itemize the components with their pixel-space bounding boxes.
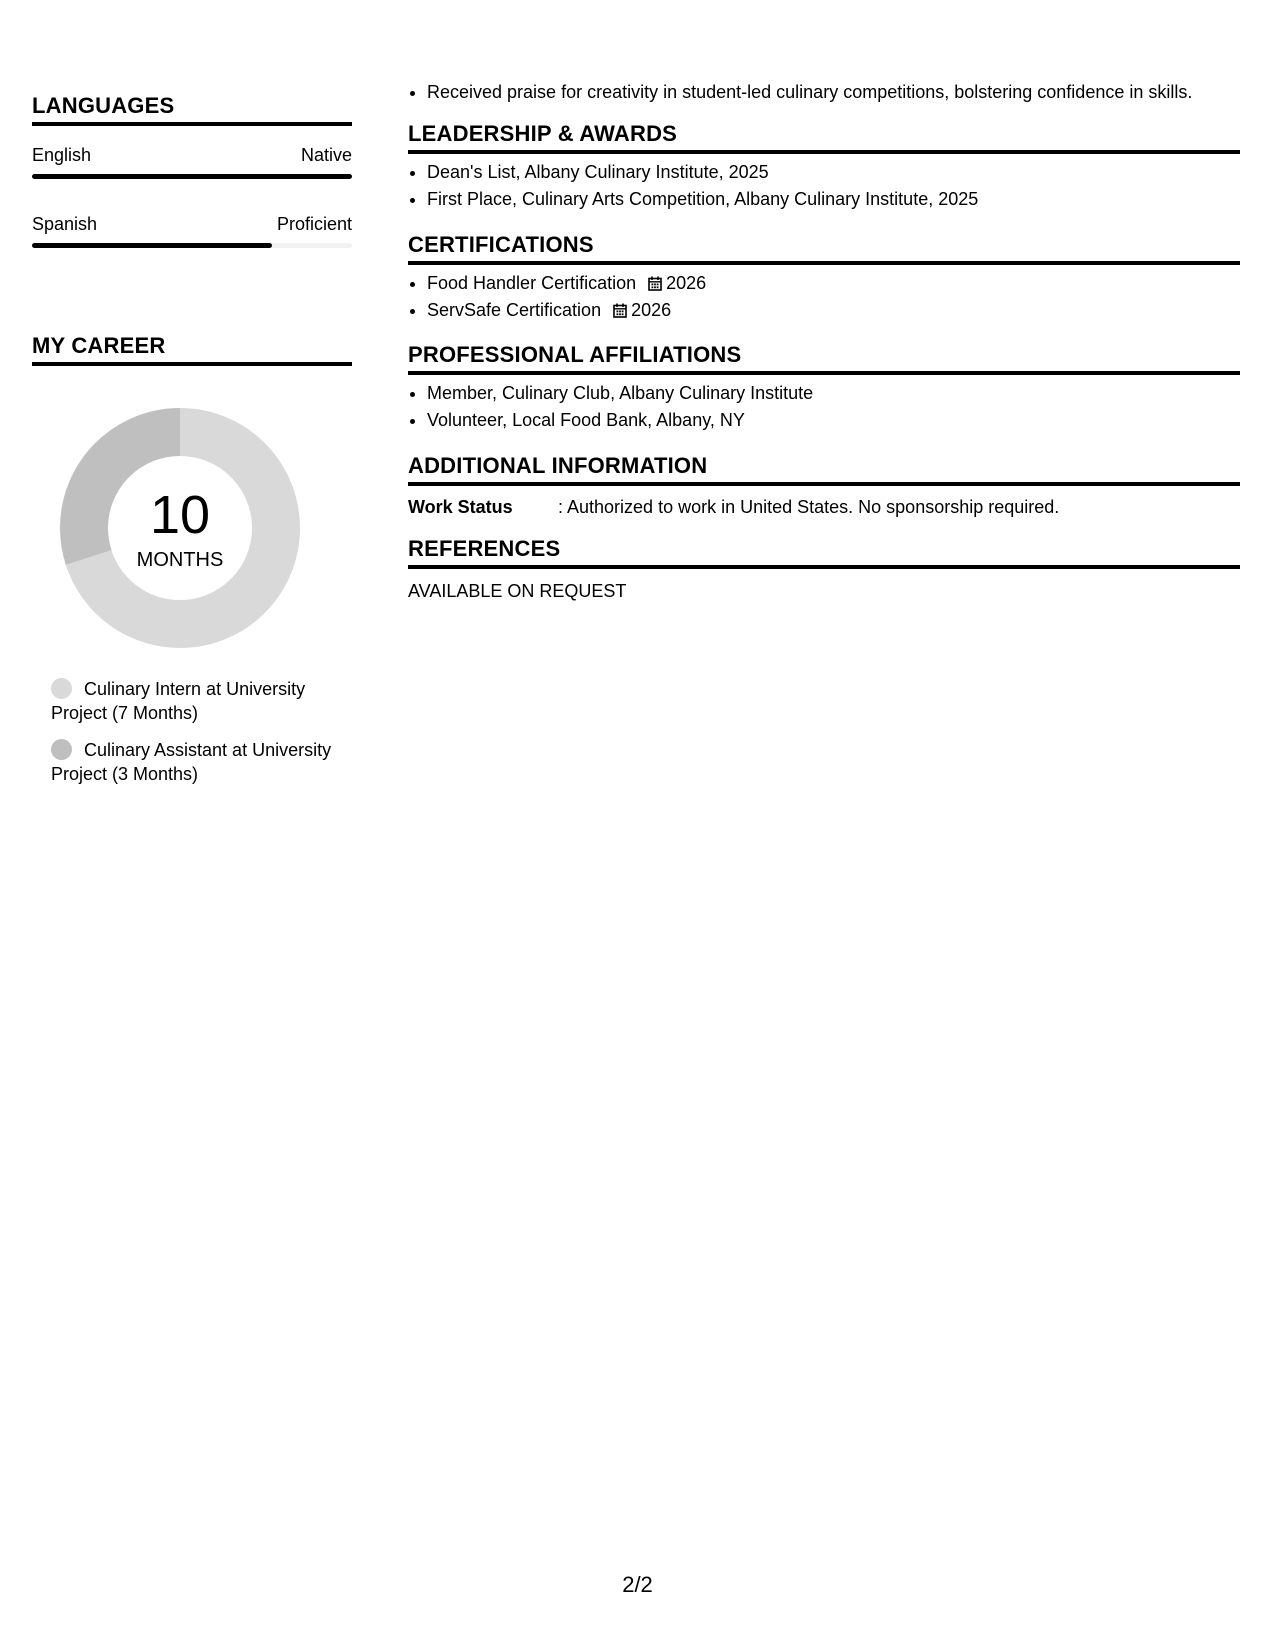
list-item [427, 270, 1240, 297]
references-heading: REFERENCES [408, 536, 1240, 569]
career-heading: MY CAREER [32, 333, 352, 366]
list-item: • Volunteer, Local Food Bank, Albany, NY [427, 407, 1240, 434]
language-level: Proficient [276, 214, 352, 234]
list-item: • First Place, Culinary Arts Competition, Albany Culinary Institute, 2025 [427, 186, 1240, 213]
career-total-unit: MONTHS [136, 549, 224, 571]
career-donut-chart [56, 404, 304, 652]
certification-name: Food Handler Certification [427, 273, 637, 293]
language-row-english [32, 126, 352, 195]
language-proficiency-fill [32, 174, 352, 179]
work-status-row [408, 495, 1240, 519]
certification-year: 2026 [631, 300, 672, 320]
work-status-value: : Authorized to work in United States. No sponsorship required. [558, 497, 1060, 517]
legend-swatch [51, 739, 72, 760]
language-proficiency-bar [32, 243, 352, 248]
legend-label: Culinary Assistant at University Project (3 Months) [51, 740, 332, 784]
affiliations-heading: PROFESSIONAL AFFILIATIONS [408, 342, 1240, 375]
language-row-spanish [32, 195, 352, 264]
legend-label: Culinary Intern at University Project (7 Months) [51, 679, 306, 723]
career-legend [51, 677, 341, 799]
career-total-value: 10 [149, 485, 211, 545]
language-name: English [32, 145, 92, 165]
additional-info-heading: ADDITIONAL INFORMATION [408, 453, 1240, 486]
legend-item [51, 738, 341, 786]
leadership-section [408, 121, 1240, 213]
page-number: 2/2 [622, 1572, 653, 1597]
donut-center [56, 404, 304, 652]
calendar-icon [648, 276, 662, 291]
experience-bullets [408, 79, 1240, 106]
additional-info-section [408, 453, 1240, 519]
certifications-heading: CERTIFICATIONS [408, 232, 1240, 265]
list-item: • Dean's List, Albany Culinary Institute, 2025 [427, 159, 1240, 186]
leadership-heading: LEADERSHIP & AWARDS [408, 121, 1240, 154]
legend-item [51, 677, 341, 725]
list-item: • Received praise for creativity in student-led culinary competitions, bolstering confidence in skills. [427, 79, 1240, 106]
leadership-list [408, 159, 1240, 213]
language-name: Spanish [32, 214, 98, 234]
affiliations-section [408, 342, 1240, 434]
certifications-list [408, 270, 1240, 324]
references-text: AVAILABLE ON REQUEST [408, 581, 627, 601]
language-level: Native [300, 145, 352, 165]
career-section [32, 333, 352, 366]
affiliations-list [408, 380, 1240, 434]
legend-swatch [51, 678, 72, 699]
list-item [427, 297, 1240, 324]
references-section [408, 536, 1240, 603]
certification-name: ServSafe Certification [427, 300, 602, 320]
certification-year: 2026 [666, 273, 707, 293]
work-status-label: Work Status [408, 497, 513, 517]
language-proficiency-fill [32, 243, 272, 248]
languages-section [32, 93, 352, 264]
certifications-section [408, 232, 1240, 324]
list-item: • Member, Culinary Club, Albany Culinary Institute [427, 380, 1240, 407]
calendar-icon [613, 303, 627, 318]
experience-continuation [408, 79, 1240, 106]
languages-heading: LANGUAGES [32, 93, 352, 126]
language-proficiency-bar [32, 174, 352, 179]
